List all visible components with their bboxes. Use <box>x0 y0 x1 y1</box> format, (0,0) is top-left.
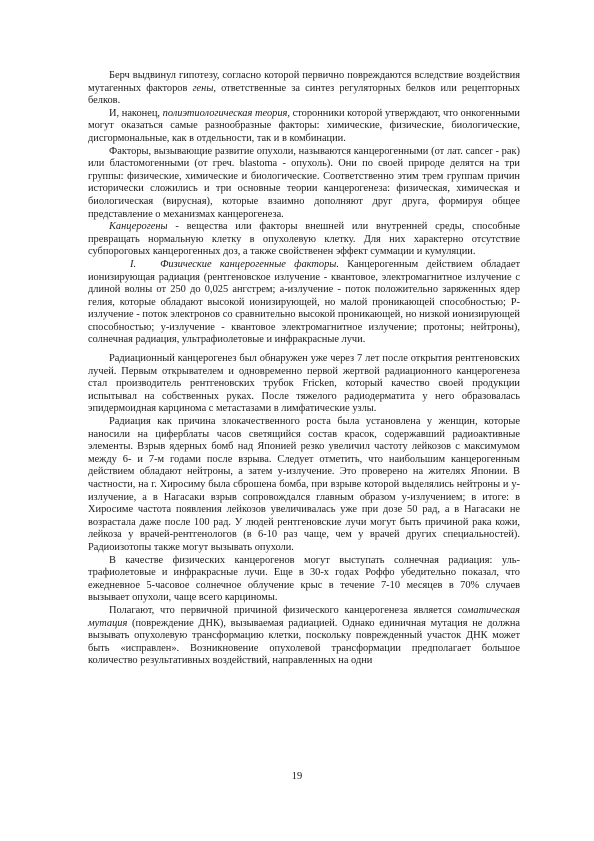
italic-term: соматическая мутация <box>88 604 520 629</box>
paragraph <box>88 259 520 347</box>
text-run: И, наконец, <box>109 107 163 119</box>
text-run: Канцерогенным действием обладает ионизирующая радиация (рентгеновское излучение - квантовое, электромагнитное излучение с длиной волны от 250 до 0,025 ангстрем; а-излучение - поток положительно заряженных ядер гелия, которые обладают высокой ионизирующей, но малой проникающей способностью; Р-излучение - поток электронов со сравнительно высокой проникающей, но низкой ионизирующей способностью; у-излучение - квантовое электромагнитное излучение; протоны; нейтроны), солнечная радиация, ультрафиолетовые и инфракрасные лучи. <box>88 258 520 346</box>
text-run: сторонники которой утверждают, что онкогенными могут оказаться самые разнообразные факторы: химические, физические, биологические, дисгормональные, как в отдельности, так и в комбинации. <box>88 107 520 144</box>
paragraph <box>88 605 520 668</box>
text-run: Факторы, вызывающие развитие опухоли, называются канцерогенными (от лат. cancer - рак) или бластомогенными (от греч. blastoma - опухоль). Они по своей природе делятся на три группы: физические, химические и биологические. Соответственно этим трем группам причин исторически сложились и три основные теории канцерогенеза: физическая, химическая и биологическая (вирусная), которые взаимно дополняют друг друга, формируя общее представление о механизмах канцерогенеза. <box>88 145 520 220</box>
italic-term: Физические канцерогенные факторы. <box>160 258 339 270</box>
paragraph <box>88 416 520 555</box>
text-run: Полагают, что первичной причиной физического канцерогенеза является <box>109 604 458 616</box>
text-run: Радиация как причина злокачественного роста была установлена у женщин, которые наносили на циферблаты часов светящийся состав красок, содержавший радиоактивные элементы. Взрыв ядерных бомб над Японией резко увеличил частоту лейкозов с максимумом между 6- и 7-м годами после взрыва. Следует отметить, что наибольшим канцерогенным действием обладают нейтроны, а затем у-излучение. Это проверено на жителях Японии. В частности, на г. Хиросиму была сброшена бомба, при взрыве которой выделялись нейтроны и у-излучение, а в Нагасаки взрыв сопровождался главным образом у-излучением; в итоге: в Хиросиме частота появления лейкозов увеличивалась уже при дозе 50 рад, а в Нагасаки не возрастала даже после 100 рад. У людей рентгеновские лучи могут быть причиной рака кожи, лейкоза у врачей-рентгенологов (в 6-10 раз чаще, чем у врачей других специальностей). Радиоизотопы также могут вызывать опухоли. <box>88 416 520 553</box>
paragraph <box>88 108 520 146</box>
paragraph <box>88 353 520 416</box>
paragraph <box>88 70 520 108</box>
italic-term: гены, <box>192 82 216 94</box>
text-run: (повреждение ДНК), вызываемая радиацией. Однако единичная мутация не должна вызывать опухолевую трансформацию клетки, поскольку поврежденный участок ДНК может быть «исправлен». Возникновение опухолевой трансформации предполагает большое количество результативных воздействий, направленных на одни <box>88 617 520 667</box>
text-run: В качестве физических канцерогенов могут выступать солнечная радиация: ультрафиолетовые и инфракрасные лучи. Еще в 30-х годах Роффо убедительно показал, что ежедневное 5-часовое солнечное облучение крыс в течение 7-10 месяцев в 70% случаев вызывает опухоли, чаще всего карциномы. <box>88 554 520 604</box>
text-run: Радиационный канцерогенез был обнаружен уже через 7 лет после открытия рентгеновских лучей. Первым открывателем и одновременно первой жертвой радиационного канцерогенеза стал производитель рентгеновских трубок Fricken, который качество своей продукции испытывал на собственных руках. После тяжелого радиодерматита у него образовалась эпидермоидная карцинома с метастазами в лимфатические узлы. <box>88 353 520 415</box>
body-text <box>88 70 520 668</box>
text-run: - вещества или факторы внешней или внутренней среды, способные превращать нормальную клетку в опухолевую клетку. Для них характерно отсутствие субпороговых канцерогенных доз, а также свойственен эффект суммации и кумуляции. <box>88 221 520 258</box>
text-run: Берч выдвинул гипотезу, согласно которой первично повреждаются вследствие воздействия мутагенных факторов <box>88 70 520 94</box>
text-run: ответственные за синтез регуляторных белков или рецепторных белков. <box>88 82 520 107</box>
page-number: 19 <box>291 771 303 782</box>
paragraph <box>88 555 520 605</box>
italic-term: полиэтиологическая теория, <box>162 107 290 119</box>
italic-term: Канцерогены <box>109 221 168 233</box>
paragraph <box>88 221 520 259</box>
paragraph <box>88 146 520 222</box>
section-numeral: I. <box>130 258 137 270</box>
